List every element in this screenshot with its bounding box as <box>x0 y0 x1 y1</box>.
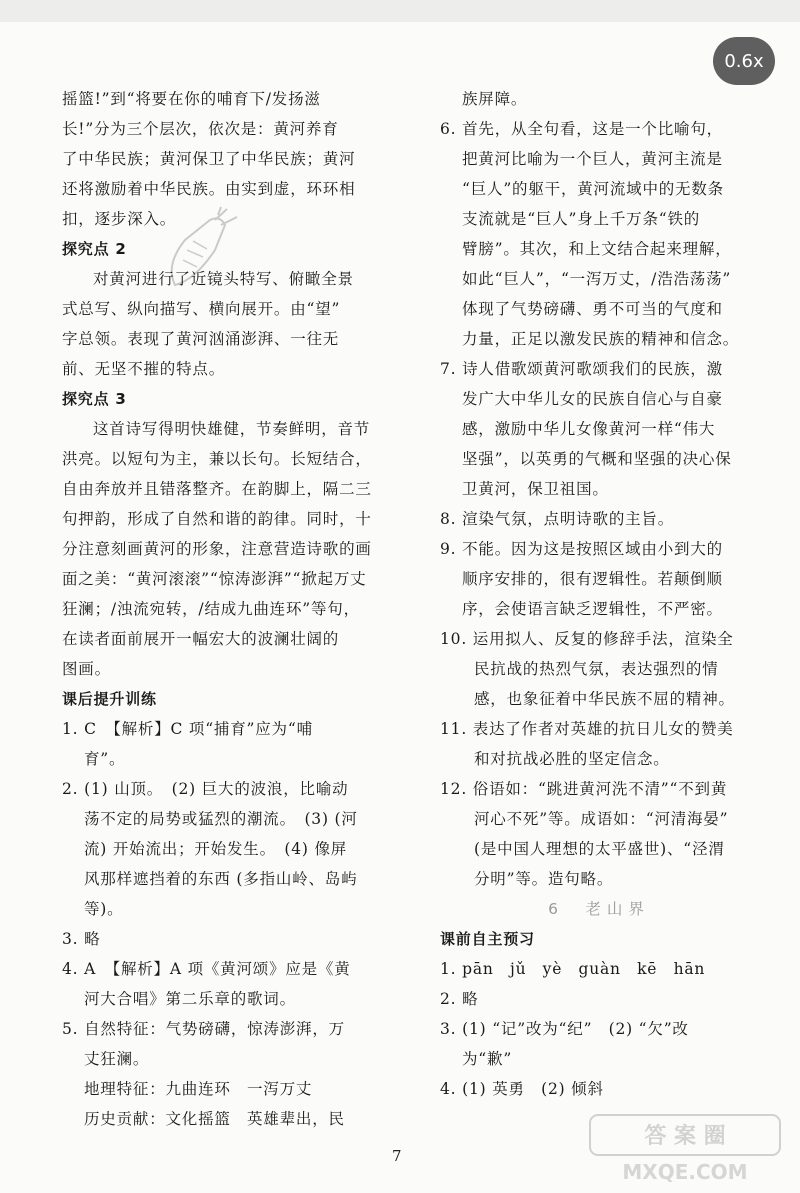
left-column-heading: 探究点 2 <box>62 240 127 258</box>
right-column-text-line: 臂膀”。其次，和上文结合起来理解， <box>462 240 732 258</box>
left-column-text-line: 句押韵，形成了自然和谐的韵律。同时，十 <box>62 510 372 528</box>
right-column-heading: 课前自主预习 <box>440 930 535 948</box>
right-column-text-line: 支流就是“巨人”身上千万条“铁的 <box>462 210 701 228</box>
right-column-text-line: 把黄河比喻为一个巨人，黄河主流是 <box>462 150 723 168</box>
left-column-text-line: 还将激励着中华民族。由实到虚，环环相 <box>62 180 356 198</box>
viewer-top-bar <box>0 0 800 22</box>
left-column-text-line: 分注意刻画黄河的形象，注意营造诗歌的画 <box>62 540 372 558</box>
zoom-level-badge[interactable]: 0.6x <box>713 37 775 85</box>
right-column-text-line: 河心不死”等。成语如：“河清海晏” <box>474 810 729 828</box>
left-column-text-line: 荡不定的局势或猛烈的潮流。 (3) (河 <box>84 810 358 828</box>
right-column-text-line: 顺序安排的，很有逻辑性。若颠倒顺 <box>462 570 723 588</box>
right-column-text-line: 坚强”，以英勇的气概和坚强的决心保 <box>462 450 732 468</box>
right-column-text-line: 感，也象征着中华民族不屈的精神。 <box>474 690 735 708</box>
right-column-text-line: 为“歉” <box>462 1050 513 1068</box>
left-column-text-line: 狂澜；/浊流宛转，/结成九曲连环”等句， <box>62 600 360 618</box>
left-column-text-line: 5. 自然特征：气势磅礴，惊涛澎湃，万 <box>62 1020 345 1038</box>
left-column-text-line: 长!”分为三个层次，依次是：黄河养育 <box>62 120 339 138</box>
right-column-text-line: 11. 表达了作者对英雄的抗日儿女的赞美 <box>440 720 734 738</box>
right-column-text-line: 序，会使语言缺乏逻辑性，不严密。 <box>462 600 723 618</box>
left-column-text-line: 1. C 【解析】C 项“捕育”应为“哺 <box>62 720 313 738</box>
left-column-text-line: 了中华民族；黄河保卫了中华民族；黄河 <box>62 150 356 168</box>
left-column-text-line: 2. (1) 山顶。 (2) 巨大的波浪，比喻动 <box>62 780 349 798</box>
page-number: 7 <box>392 1147 402 1165</box>
left-column-heading: 课后提升训练 <box>62 690 157 708</box>
left-column-text-line: 河大合唱》第二乐章的歌词。 <box>84 990 296 1008</box>
right-column-text-line: 力量，正足以激发民族的精神和信念。 <box>462 330 740 348</box>
left-column-text-line: 4. A 【解析】A 项《黄河颂》应是《黄 <box>62 960 351 978</box>
svg-text:答 案 圈: 答 案 圈 <box>644 1124 726 1149</box>
left-column-text-line: 丈狂澜。 <box>84 1050 150 1068</box>
left-column-text-line: 面之美：“黄河滚滚”“惊涛澎湃”“掀起万丈 <box>62 570 367 588</box>
right-column-text-line: 7. 诗人借歌颂黄河歌颂我们的民族，激 <box>440 360 723 378</box>
left-column-text-line: 扣，逐步深入。 <box>62 210 177 228</box>
right-column-text-line: 8. 渲染气氛，点明诗歌的主旨。 <box>440 510 675 528</box>
left-column-text-line: 摇篮!”到“将要在你的哺育下/发扬滋 <box>62 90 321 108</box>
right-column-text-line: 1. pān jǔ yè guàn kē hān <box>440 960 706 978</box>
left-column-text-line: 自由奔放并且错落整齐。在韵脚上，隔二三 <box>62 480 372 498</box>
right-column-text-line: 10. 运用拟人、反复的修辞手法，渲染全 <box>440 630 734 648</box>
right-column-heading: 6 老山界 <box>548 900 650 918</box>
left-column-text-line: 地理特征：九曲连环 一泻万丈 <box>84 1080 313 1098</box>
right-column-text-line: “巨人”的躯干，黄河流域中的无数条 <box>462 180 724 198</box>
left-column-text-line: 历史贡献：文化摇篮 英雄辈出，民 <box>84 1110 345 1128</box>
right-column-text-line: 12. 俗语如：“跳进黄河洗不清”“不到黄 <box>440 780 728 798</box>
right-column-text-line: 分明”等。造句略。 <box>474 870 614 888</box>
svg-text:MXQE.COM: MXQE.COM <box>622 1160 748 1184</box>
left-column-text-line: 洪亮。以短句为主，兼以长句。长短结合， <box>62 450 372 468</box>
left-column-text-line: 在读者面前展开一幅宏大的波澜壮阔的 <box>62 630 340 648</box>
left-column-text-line: 3. 略 <box>62 930 101 948</box>
answer-site-logo-icon <box>582 1109 792 1189</box>
left-column-text-line: 育”。 <box>84 750 126 768</box>
left-column-text-line: 字总领。表现了黄河汹涌澎湃、一往无 <box>62 330 340 348</box>
right-column-text-line: 发广大中华儿女的民族自信心与自豪 <box>462 390 723 408</box>
right-column-text-line: (是中国人理想的太平盛世)、“泾渭 <box>474 840 725 858</box>
left-column-heading: 探究点 3 <box>62 390 127 408</box>
left-column-text-line: 式总写、纵向描写、横向展开。由“望” <box>62 300 341 318</box>
right-column-text-line: 6. 首先，从全句看，这是一个比喻句， <box>440 120 723 138</box>
left-column-text-line: 流) 开始流出；开始发生。 (4) 像屏 <box>84 840 348 858</box>
left-column-text-line: 前、无坚不摧的特点。 <box>62 360 226 378</box>
right-column-text-line: 体现了气势磅礴、勇不可当的气度和 <box>462 300 723 318</box>
right-column-text-line: 和对抗战必胜的坚定信念。 <box>474 750 670 768</box>
left-column-text-line: 等)。 <box>84 900 124 918</box>
left-column-text-line: 对黄河进行了近镜头特写、俯瞰全景 <box>93 270 354 288</box>
right-column-text-line: 4. (1) 英勇 (2) 倾斜 <box>440 1080 604 1098</box>
right-column-text-line: 卫黄河，保卫祖国。 <box>462 480 609 498</box>
right-column-text-line: 民抗战的热烈气氛，表达强烈的情 <box>474 660 719 678</box>
right-column-text-line: 3. (1) “记”改为“纪” (2) “欠”改 <box>440 1020 689 1038</box>
right-column-text-line: 如此“巨人”，“一泻万丈，/浩浩荡荡” <box>462 270 732 288</box>
right-column-text-line: 族屏障。 <box>462 90 528 108</box>
left-column-text-line: 风那样遮挡着的东西 (多指山岭、岛屿 <box>84 870 358 888</box>
left-column <box>62 84 390 1134</box>
left-column-text-line: 这首诗写得明快雄健，节奏鲜明，音节 <box>93 420 371 438</box>
right-column-text-line: 2. 略 <box>440 990 479 1008</box>
right-column-text-line: 9. 不能。因为这是按照区域由小到大的 <box>440 540 723 558</box>
left-column-text-line: 图画。 <box>62 660 111 678</box>
right-column-text-line: 感，激励中华儿女像黄河一样“伟大 <box>462 420 716 438</box>
right-column <box>440 84 758 1104</box>
